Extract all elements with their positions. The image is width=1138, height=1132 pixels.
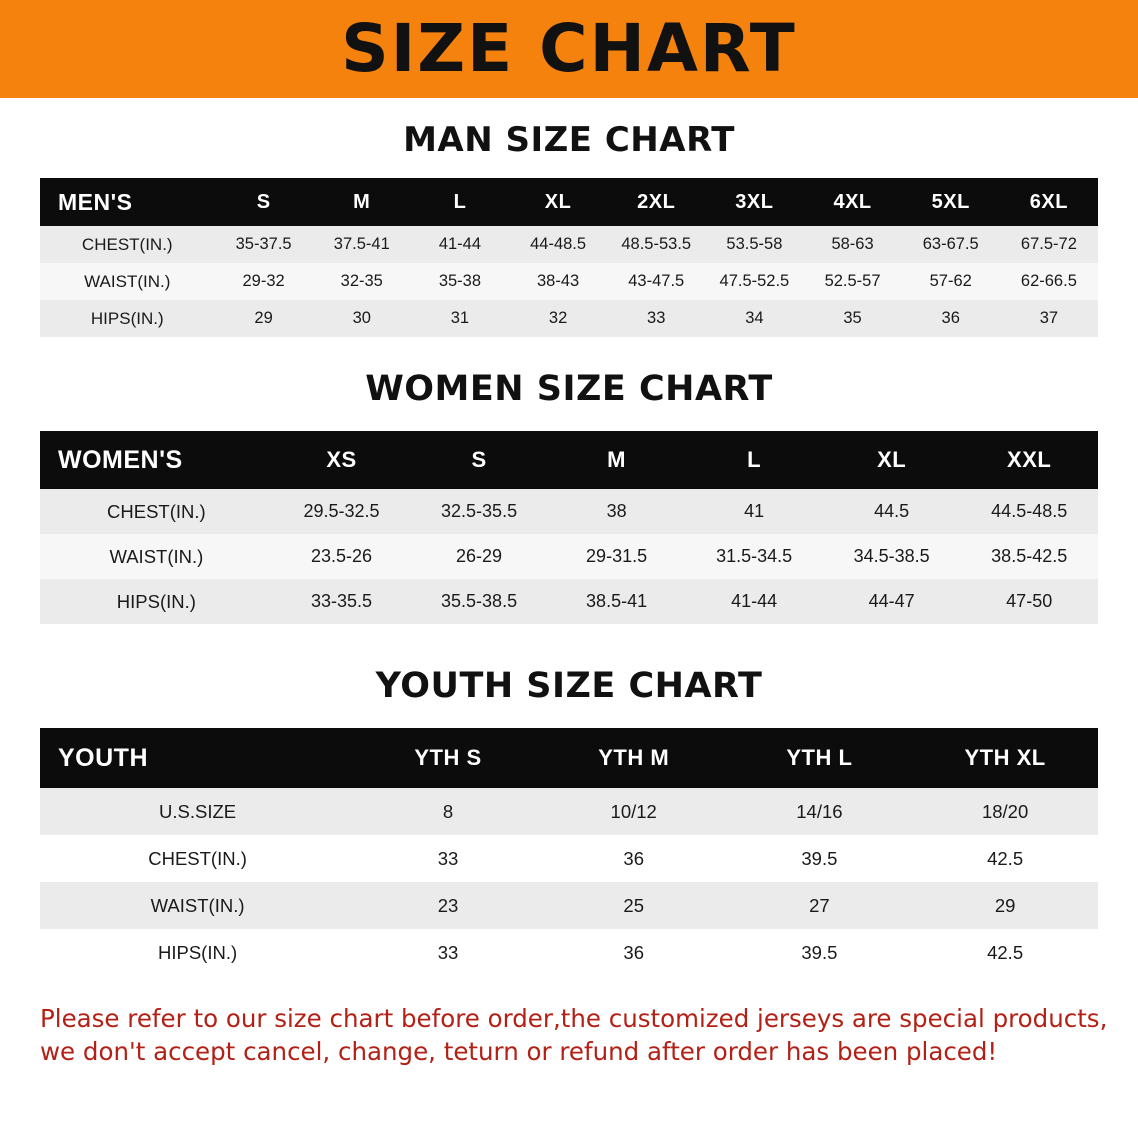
women-col-header: S [471, 447, 487, 472]
table-cell: 31 [450, 309, 470, 327]
disclaimer-note [0, 1002, 1138, 1068]
table-cell: 47.5-52.5 [719, 272, 790, 290]
table-row [40, 579, 1098, 624]
table-cell: 44-47 [868, 591, 915, 611]
table-cell: 30 [352, 309, 371, 327]
man-corner-label: MEN'S [58, 188, 133, 215]
table-cell: 41-44 [731, 591, 778, 611]
table-cell: 18/20 [981, 800, 1029, 822]
table-cell: 26-29 [456, 546, 503, 566]
table-cell: 10/12 [610, 800, 657, 822]
row-label: WAIST(IN.) [84, 271, 171, 291]
table-cell: 38.5-42.5 [991, 546, 1068, 566]
table-cell: 37 [1039, 309, 1059, 327]
table-cell: 36 [623, 941, 644, 963]
table-cell: 29-31.5 [586, 546, 648, 566]
table-cell: 39.5 [801, 847, 838, 869]
table-row [40, 534, 1098, 579]
man-col-header: 2XL [637, 190, 676, 213]
table-row [40, 489, 1098, 534]
youth-col-header: YTH M [598, 745, 670, 770]
table-cell: 39.5 [801, 941, 838, 963]
row-label: U.S.SIZE [159, 800, 237, 822]
table-cell: 58-63 [831, 235, 874, 253]
table-cell: 32 [548, 309, 568, 327]
table-row [40, 788, 1098, 835]
page-title: SIZE CHART [341, 10, 797, 87]
row-label: CHEST(IN.) [148, 847, 247, 869]
man-table-head [40, 178, 1098, 226]
table-cell: 29 [994, 894, 1016, 916]
women-col-header: L [747, 447, 762, 472]
table-cell: 23 [437, 894, 459, 916]
table-cell: 29 [254, 309, 273, 327]
table-row [40, 929, 1098, 976]
row-label: CHEST(IN.) [81, 234, 173, 254]
youth-col-header: YTH S [414, 745, 482, 770]
youth-size-table [40, 728, 1098, 976]
women-col-header: XL [877, 447, 907, 472]
row-label: WAIST(IN.) [109, 545, 204, 567]
table-cell: 62-66.5 [1020, 272, 1077, 290]
youth-corner-label: YOUTH [58, 743, 148, 772]
man-col-header: S [256, 190, 271, 213]
table-cell: 42.5 [987, 847, 1024, 869]
man-col-header: 4XL [833, 190, 872, 213]
table-cell: 14/16 [796, 800, 843, 822]
table-cell: 41-44 [438, 235, 482, 253]
youth-table-header-row [40, 728, 1098, 788]
women-table-head [40, 431, 1098, 489]
table-cell: 38-43 [536, 272, 580, 290]
youth-section-heading: YOUTH SIZE CHART [375, 666, 763, 706]
table-cell: 44.5-48.5 [991, 501, 1068, 521]
women-table-body [40, 489, 1098, 624]
table-cell: 38 [606, 501, 627, 521]
women-col-header: XXL [1007, 447, 1052, 472]
women-size-table [40, 431, 1098, 624]
table-cell: 44-48.5 [530, 235, 587, 253]
table-cell: 27 [809, 894, 830, 916]
table-cell: 33 [437, 847, 459, 869]
man-col-header: L [453, 190, 467, 213]
women-table-wrap [0, 431, 1138, 624]
man-col-header: M [353, 190, 371, 213]
table-row [40, 226, 1098, 263]
table-cell: 43-47.5 [628, 272, 685, 290]
table-cell: 35 [843, 309, 862, 327]
women-corner-label: WOMEN'S [58, 445, 183, 474]
table-cell: 63-67.5 [922, 235, 979, 253]
man-size-table [40, 178, 1098, 337]
man-col-header: 5XL [931, 190, 970, 213]
page-banner [0, 0, 1138, 98]
table-cell: 34.5-38.5 [853, 546, 930, 566]
table-cell: 29.5-32.5 [303, 501, 380, 521]
row-label: WAIST(IN.) [150, 894, 245, 916]
table-cell: 23.5-26 [310, 546, 373, 566]
row-label: HIPS(IN.) [158, 941, 238, 963]
table-cell: 48.5-53.5 [621, 235, 692, 253]
table-cell: 52.5-57 [824, 272, 881, 290]
man-table-wrap [0, 178, 1138, 337]
table-cell: 57-62 [929, 272, 972, 290]
table-cell: 44.5 [874, 501, 910, 521]
table-cell: 38.5-41 [586, 591, 648, 611]
table-cell: 37.5-41 [333, 235, 390, 253]
table-cell: 32.5-35.5 [441, 501, 518, 521]
man-section-heading: MAN SIZE CHART [403, 120, 735, 160]
women-section-heading: WOMEN SIZE CHART [365, 369, 773, 409]
table-cell: 33 [437, 941, 459, 963]
table-row [40, 300, 1098, 337]
table-cell: 35-37.5 [235, 235, 292, 253]
row-label: HIPS(IN.) [116, 590, 196, 612]
table-row [40, 835, 1098, 882]
table-cell: 8 [442, 800, 454, 822]
women-table-header-row [40, 431, 1098, 489]
man-col-header: XL [544, 190, 572, 213]
table-cell: 41 [744, 501, 765, 521]
man-col-header: 3XL [735, 190, 774, 213]
row-label: HIPS(IN.) [90, 308, 164, 328]
youth-table-wrap [0, 728, 1138, 976]
table-cell: 35.5-38.5 [441, 591, 518, 611]
man-col-header: 6XL [1029, 190, 1068, 213]
table-cell: 29-32 [242, 272, 285, 290]
table-cell: 42.5 [987, 941, 1024, 963]
table-cell: 31.5-34.5 [716, 546, 793, 566]
table-cell: 33 [647, 309, 666, 327]
row-label: CHEST(IN.) [107, 500, 206, 522]
table-cell: 47-50 [1006, 591, 1053, 611]
women-col-header: XS [326, 447, 357, 472]
table-cell: 32-35 [340, 272, 383, 290]
youth-table-head [40, 728, 1098, 788]
table-cell: 53.5-58 [726, 235, 783, 253]
table-cell: 33-35.5 [310, 591, 373, 611]
man-table-header-row [40, 178, 1098, 226]
table-row [40, 263, 1098, 300]
youth-col-header: YTH L [786, 745, 853, 770]
table-cell: 34 [745, 309, 764, 327]
youth-col-header: YTH XL [964, 745, 1046, 770]
table-cell: 25 [623, 894, 644, 916]
table-cell: 67.5-72 [1020, 235, 1077, 253]
women-col-header: M [607, 447, 626, 472]
table-cell: 36 [623, 847, 644, 869]
youth-table-body [40, 788, 1098, 976]
table-row [40, 882, 1098, 929]
disclaimer-line-2: we don't accept cancel, change, teturn or refund after order has been placed! [40, 1037, 998, 1067]
disclaimer-line-1: Please refer to our size chart before order,the customized jerseys are special products, [40, 1004, 1108, 1033]
man-table-body [40, 226, 1098, 337]
table-cell: 35-38 [438, 272, 482, 290]
table-cell: 36 [941, 309, 960, 327]
